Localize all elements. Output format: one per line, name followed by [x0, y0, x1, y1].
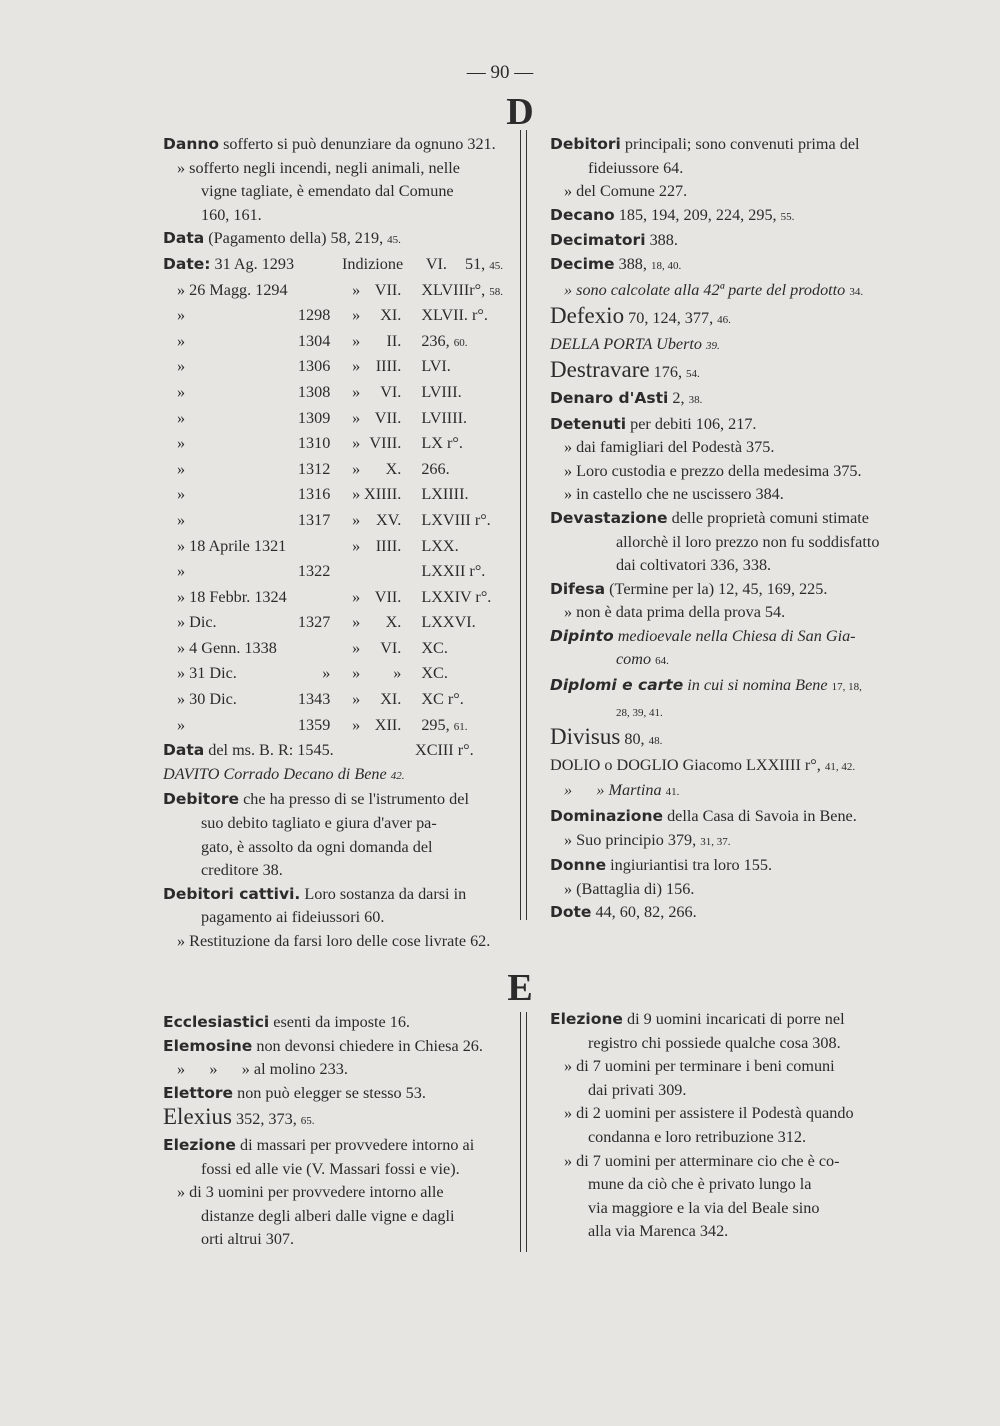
date-row: » 1298 » XI. XLVII. r°. — [177, 306, 488, 325]
section-e-left-column — [163, 1011, 503, 1252]
date-table — [163, 253, 503, 279]
entry-debitore: Debitore che ha presso di se l'istrumento del suo debito tagliato e giura d'aver pa- gato, è assolto da ogni domanda del creditore 38. — [163, 790, 469, 880]
section-letter-e: E — [507, 967, 533, 1009]
date-row: » 1322 LXXII r°. — [177, 562, 486, 581]
entry-diplomi: Diplomi e carte in cui si nomina Bene 17, 18, 28, 39, 41. — [550, 676, 862, 719]
date-row: » 1309 » VII. LVIIII. — [177, 408, 468, 427]
date-table-body — [163, 279, 503, 740]
date-row: » 1306 » IIII. LVI. — [177, 357, 451, 376]
section-e-right-column — [550, 1008, 885, 1244]
entry-data-ms: Data del ms. B. R: 1545. XCIII r°. — [163, 741, 474, 760]
entry-elezione-right: Elezione di 9 uomini incaricati di porre nel registro chi possiede qualche cosa 308. » di 7 uomini per terminare i beni comuni dai privati 309. » di 2 uomini per assistere il Podestà quando condanna e loro retribuzione 312. » di 7 uomini per atterminare cio che è co- mune da ciò che è privato lungo la via maggiore e la via del Beale sino alla via Marenca 342. — [550, 1010, 854, 1241]
date-row: » 1310 » VIII. LX r°. — [177, 434, 463, 453]
entry-difesa: Difesa (Termine per la) 12, 45, 169, 225. » non è data prima della prova 54. — [550, 579, 828, 622]
section-d-right-column — [550, 133, 885, 925]
entry-danno: Danno sofferto si può denunziare da ognuno 321. » sofferto negli incendi, negli animali, nelle vigne tagliate, è emendato dal Comune 160, 161. — [163, 135, 496, 224]
entry-denaro: Denaro d'Asti 2, 38. — [550, 388, 703, 407]
date-row: » 1304 » II. 236, 60. — [177, 331, 468, 350]
entry-ecclesiastici: Ecclesiastici esenti da imposte 16. — [163, 1013, 410, 1031]
date-row: » 1312 » X. 266. — [177, 459, 450, 478]
date-row: » 1359 » XII. 295, 61. — [177, 715, 468, 734]
headword: Danno — [163, 135, 220, 153]
entry-dote: Dote 44, 60, 82, 266. — [550, 903, 697, 922]
date-row: » 1316 » XIIII. LXIIII. — [177, 485, 469, 504]
date-row: » 26 Magg. 1294 » VII. XLVIIIr°, 58. — [177, 280, 503, 299]
entry-dominazione: Dominazione della Casa di Savoia in Bene. » Suo principio 379, 31, 37. — [550, 807, 857, 849]
entry-della-porta: DELLA PORTA Uberto 39. — [550, 334, 720, 353]
entry-elezione-left: Elezione di massari per provvedere intorno ai fossi ed alle vie (V. Massari fossi e vie). » di 3 uomini per provvedere intorno alle distanze degli alberi dalle vigne e dagli orti altrui 307. — [163, 1135, 475, 1249]
date-row: » 30 Dic. 1343 » XI. XC r°. — [177, 690, 464, 709]
entry-davito: DAVITO Corrado Decano di Bene 42. — [163, 764, 405, 783]
entry-data: Data (Pagamento della) 58, 219, 45. — [163, 229, 401, 248]
page-number: — 90 — — [466, 62, 534, 83]
entry-decano: Decano 185, 194, 209, 224, 295, 55. — [550, 205, 795, 224]
column-divider-e — [520, 1012, 527, 1252]
date-row: Date: 31 Ag. 1293 Indizione VI. 51, 45. — [163, 254, 503, 273]
entry-defexio: Defexio 70, 124, 377, 46. — [550, 303, 731, 329]
entry-elexius: Elexius 352, 373, 65. — [163, 1104, 315, 1130]
entry-date — [163, 253, 503, 739]
entry-devastazione: Devastazione delle proprietà comuni stimate allorchè il loro prezzo non fu soddisfatto dai coltivatori 336, 338. — [550, 508, 880, 575]
entry-decimatori: Decimatori 388. — [550, 231, 678, 250]
entry-decime: Decime 388, 18, 40. » sono calcolate alla 42ª parte del prodotto 34. — [550, 254, 864, 299]
entry-destravare: Destravare 176, 54. — [550, 357, 700, 383]
entry-elemosine: Elemosine non devonsi chiedere in Chiesa 26. » » » al molino 233. — [163, 1036, 483, 1079]
date-row: » 1317 » XV. LXVIII r°. — [177, 510, 491, 529]
date-row: » 31 Dic. » » » XC. — [177, 664, 448, 683]
section-letter-d: D — [506, 91, 534, 133]
entry-debitori: Debitori principali; sono convenuti prima del fideiussore 64. » del Comune 227. — [550, 135, 860, 201]
entry-detenuti: Detenuti per debiti 106, 217. » dai famigliari del Podestà 375. » Loro custodia e prezzo della medesima 375. » in castello che ne uscissero 384. — [550, 414, 862, 504]
entry-donne: Donne ingiuriantisi tra loro 155. » (Battaglia di) 156. — [550, 856, 773, 898]
entry-dipinto: Dipinto medioevale nella Chiesa di San Gia- como 64. — [550, 626, 856, 669]
date-row: » 4 Genn. 1338 » VI. XC. — [177, 638, 448, 657]
entry-divisus: Divisus 80, 48. — [550, 724, 663, 750]
section-d-left-column — [163, 133, 503, 954]
date-row: » 1308 » VI. LVIII. — [177, 382, 462, 401]
date-row: » Dic. 1327 » X. LXXVI. — [177, 613, 476, 632]
date-row: » 18 Aprile 1321 » IIII. LXX. — [177, 536, 459, 555]
column-divider-d — [520, 130, 527, 920]
entry-elettore: Elettore non può elegger se stesso 53. — [163, 1083, 426, 1102]
date-row: » 18 Febbr. 1324 » VII. LXXIV r°. — [177, 587, 492, 606]
entry-dolio: DOLIO o DOGLIO Giacomo LXXIIII r°, 41, 42. » » Martina 41. — [550, 755, 856, 800]
entry-debitori-cattivi: Debitori cattivi. Loro sostanza da darsi in pagamento ai fideiussori 60. » Restituzione da farsi loro delle cose livrate 62. — [163, 884, 491, 950]
